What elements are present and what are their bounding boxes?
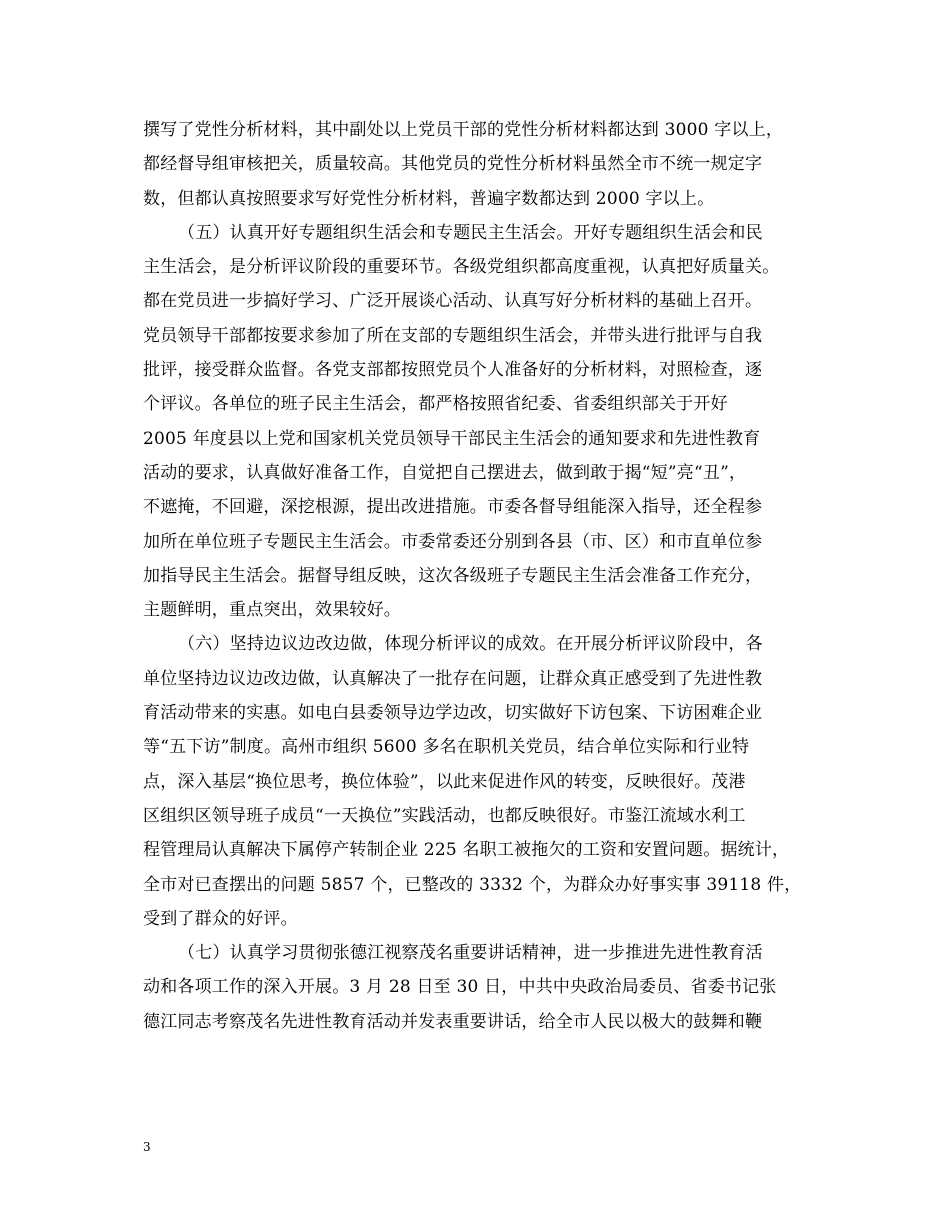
text-line: 育活动带来的实惠。如电白县委领导边学边改，切实做好下访包案、下访困难企业 [143,703,763,724]
text-line: 批评，接受群众监督。各党支部都按照党员个人准备好的分析材料，对照检查，逐 [143,360,763,381]
text-line: 程管理局认真解决下属停产转制企业 225 名职工被拖欠的工资和安置问题。据统计， [143,840,790,861]
text-line: 不遮掩，不回避，深挖根源，提出改进措施。市委各督导组能深入指导，还全程参 [143,497,763,518]
section-six-heading-line: （六）坚持边议边改边做，体现分析评议的成效。在开展分析评议阶段中，各 [178,634,763,655]
section-five-heading-line: （五）认真开好专题组织生活会和专题民主生活会。开好专题组织生活会和民 [178,222,763,243]
body-text [143,113,833,1039]
text-line: 等“五下访”制度。高州市组织 5600 多名在职机关党员，结合单位实际和行业特 [143,737,750,758]
text-line: 全市对已查摆出的问题 5857 个，已整改的 3332 个，为群众办好事实事 39118 件， [143,874,802,895]
text-line: 德江同志考察茂名先进性教育活动并发表重要讲话，给全市人民以极大的鼓舞和鞭 [143,1011,763,1032]
text-line: 都在党员进一步搞好学习、广泛开展谈心活动、认真写好分析材料的基础上召开。 [143,291,763,312]
text-line: 2005 年度县以上党和国家机关党员领导干部民主生活会的通知要求和先进性教育 [143,428,761,449]
page-number: 3 [143,1140,151,1154]
section-seven-heading-line: （七）认真学习贯彻张德江视察茂名重要讲话精神，进一步推进先进性教育活 [178,943,763,964]
text-line: 撰写了党性分析材料，其中副处以上党员干部的党性分析材料都达到 3000 字以上， [143,120,784,140]
text-line: 受到了群众的好评。 [143,908,298,929]
text-line: 个评议。各单位的班子民主生活会，都严格按照省纪委、省委组织部关于开好 [143,394,728,415]
text-line: 区组织区领导班子成员“一天换位”实践活动，也都反映很好。市鉴江流域水利工 [143,805,746,826]
text-line: 活动的要求，认真做好准备工作，自觉把自己摆进去，做到敢于揭“短”亮“丑”， [143,462,747,483]
text-line: 主生活会，是分析评议阶段的重要环节。各级党组织都高度重视，认真把好质量关。 [143,257,780,278]
text-line: 加所在单位班子专题民主生活会。市委常委还分别到各县（市、区）和市直单位参 [143,531,763,552]
text-line: 加指导民主生活会。据督导组反映，这次各级班子专题民主生活会准备工作充分， [143,565,763,586]
text-line: 动和各项工作的深入开展。3 月 28 日至 30 日，中共中央政治局委员、省委书记张 [143,977,777,998]
text-line: 单位坚持边议边改边做，认真解决了一批存在问题，让群众真正感受到了先进性教 [143,668,763,689]
text-line: 都经督导组审核把关，质量较高。其他党员的党性分析材料虽然全市不统一规定字 [143,154,763,175]
text-line: 主题鲜明，重点突出，效果较好。 [143,600,401,621]
text-line: 党员领导干部都按要求参加了所在支部的专题组织生活会，并带头进行批评与自我 [143,325,763,346]
text-line: 点，深入基层“换位思考，换位体验”，以此来促进作风的转变，反映很好。茂港 [143,771,746,792]
text-line: 数，但都认真按照要求写好党性分析材料，普遍字数都达到 2000 字以上。 [143,188,715,209]
